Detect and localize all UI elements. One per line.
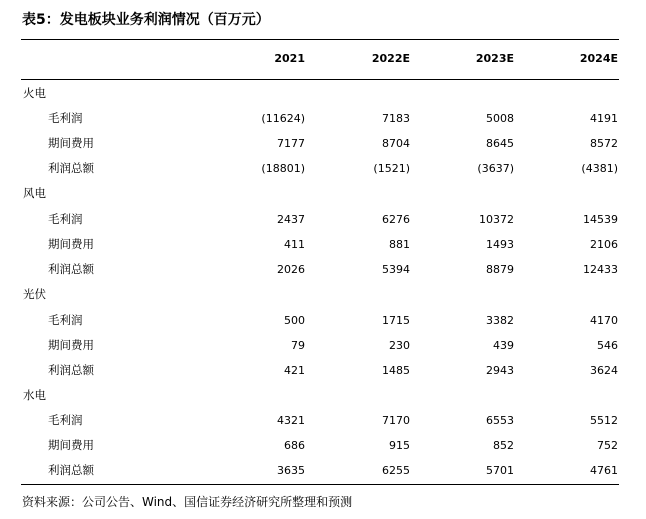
table-cell: 439 xyxy=(493,339,514,352)
table-row xyxy=(0,358,646,383)
table-row xyxy=(0,257,646,282)
table-cell: 2106 xyxy=(590,238,618,251)
table-cell: 8572 xyxy=(590,137,618,150)
row-label: 毛利润 xyxy=(48,413,83,427)
table-cell: 1493 xyxy=(486,238,514,251)
table-cell: 915 xyxy=(389,439,410,452)
column-header-2023e: 2023E xyxy=(475,52,514,65)
table-cell: 5394 xyxy=(382,263,410,276)
table-row xyxy=(0,408,646,433)
table-cell: (11624) xyxy=(261,112,305,125)
table-cell: 752 xyxy=(597,439,618,452)
row-label: 期间费用 xyxy=(48,237,94,251)
table-cell: 500 xyxy=(284,314,305,327)
table-cell: 5512 xyxy=(590,414,618,427)
section-row xyxy=(0,282,646,307)
source-note: 资料来源：公司公告、Wind、国信证券经济研究所整理和预测 xyxy=(22,495,353,509)
table-cell: 4761 xyxy=(590,464,618,477)
row-label: 期间费用 xyxy=(48,438,94,452)
table-cell: 4170 xyxy=(590,314,618,327)
table-cell: 2943 xyxy=(486,364,514,377)
table-cell: 421 xyxy=(284,364,305,377)
table-cell: 8879 xyxy=(486,263,514,276)
section-label: 光伏 xyxy=(23,287,46,301)
section-label: 水电 xyxy=(23,388,46,402)
table-title: 表5：发电板块业务利润情况（百万元） xyxy=(22,12,270,28)
section-label: 火电 xyxy=(23,86,46,100)
table-row xyxy=(0,232,646,257)
table-cell: (4381) xyxy=(581,162,618,175)
table-cell: 6276 xyxy=(382,213,410,226)
section-row xyxy=(0,383,646,408)
table-cell: 6255 xyxy=(382,464,410,477)
table-cell: 7183 xyxy=(382,112,410,125)
table-cell: 6553 xyxy=(486,414,514,427)
table-cell: (18801) xyxy=(261,162,305,175)
table-cell: 881 xyxy=(389,238,410,251)
table-cell: 3635 xyxy=(277,464,305,477)
section-row xyxy=(0,81,646,106)
row-label: 期间费用 xyxy=(48,136,94,150)
table-cell: 79 xyxy=(291,339,305,352)
table-row xyxy=(0,207,646,232)
row-label: 利润总额 xyxy=(48,161,94,175)
table-row xyxy=(0,458,646,483)
table-cell: 10372 xyxy=(479,213,514,226)
row-label: 利润总额 xyxy=(48,363,94,377)
table-cell: 4191 xyxy=(590,112,618,125)
table-cell: 3382 xyxy=(486,314,514,327)
row-label: 毛利润 xyxy=(48,212,83,226)
table-row xyxy=(0,308,646,333)
table-cell: 8704 xyxy=(382,137,410,150)
table-cell: 5701 xyxy=(486,464,514,477)
table-cell: 4321 xyxy=(277,414,305,427)
bottom-rule xyxy=(21,484,619,485)
table-row xyxy=(0,333,646,358)
column-header-2021: 2021 xyxy=(274,52,305,65)
table-cell: 7170 xyxy=(382,414,410,427)
table-cell: 1485 xyxy=(382,364,410,377)
column-header-2024e: 2024E xyxy=(579,52,618,65)
table-cell: (3637) xyxy=(477,162,514,175)
table-cell: (1521) xyxy=(373,162,410,175)
top-rule xyxy=(21,39,619,40)
table-cell: 546 xyxy=(597,339,618,352)
table-cell: 3624 xyxy=(590,364,618,377)
table-cell: 686 xyxy=(284,439,305,452)
table-cell: 2026 xyxy=(277,263,305,276)
table-cell: 2437 xyxy=(277,213,305,226)
table-cell: 14539 xyxy=(583,213,618,226)
table-row xyxy=(0,156,646,181)
section-row xyxy=(0,181,646,206)
table-cell: 852 xyxy=(493,439,514,452)
table-cell: 12433 xyxy=(583,263,618,276)
row-label: 毛利润 xyxy=(48,111,83,125)
table-cell: 411 xyxy=(284,238,305,251)
table-row xyxy=(0,433,646,458)
table-row xyxy=(0,131,646,156)
table-cell: 8645 xyxy=(486,137,514,150)
row-label: 毛利润 xyxy=(48,313,83,327)
row-label: 利润总额 xyxy=(48,463,94,477)
table-cell: 7177 xyxy=(277,137,305,150)
row-label: 利润总额 xyxy=(48,262,94,276)
table-cell: 5008 xyxy=(486,112,514,125)
table-cell: 230 xyxy=(389,339,410,352)
table-row xyxy=(0,106,646,131)
table-cell: 1715 xyxy=(382,314,410,327)
column-header-2022e: 2022E xyxy=(371,52,410,65)
section-label: 风电 xyxy=(23,186,46,200)
header-rule xyxy=(21,79,619,80)
row-label: 期间费用 xyxy=(48,338,94,352)
